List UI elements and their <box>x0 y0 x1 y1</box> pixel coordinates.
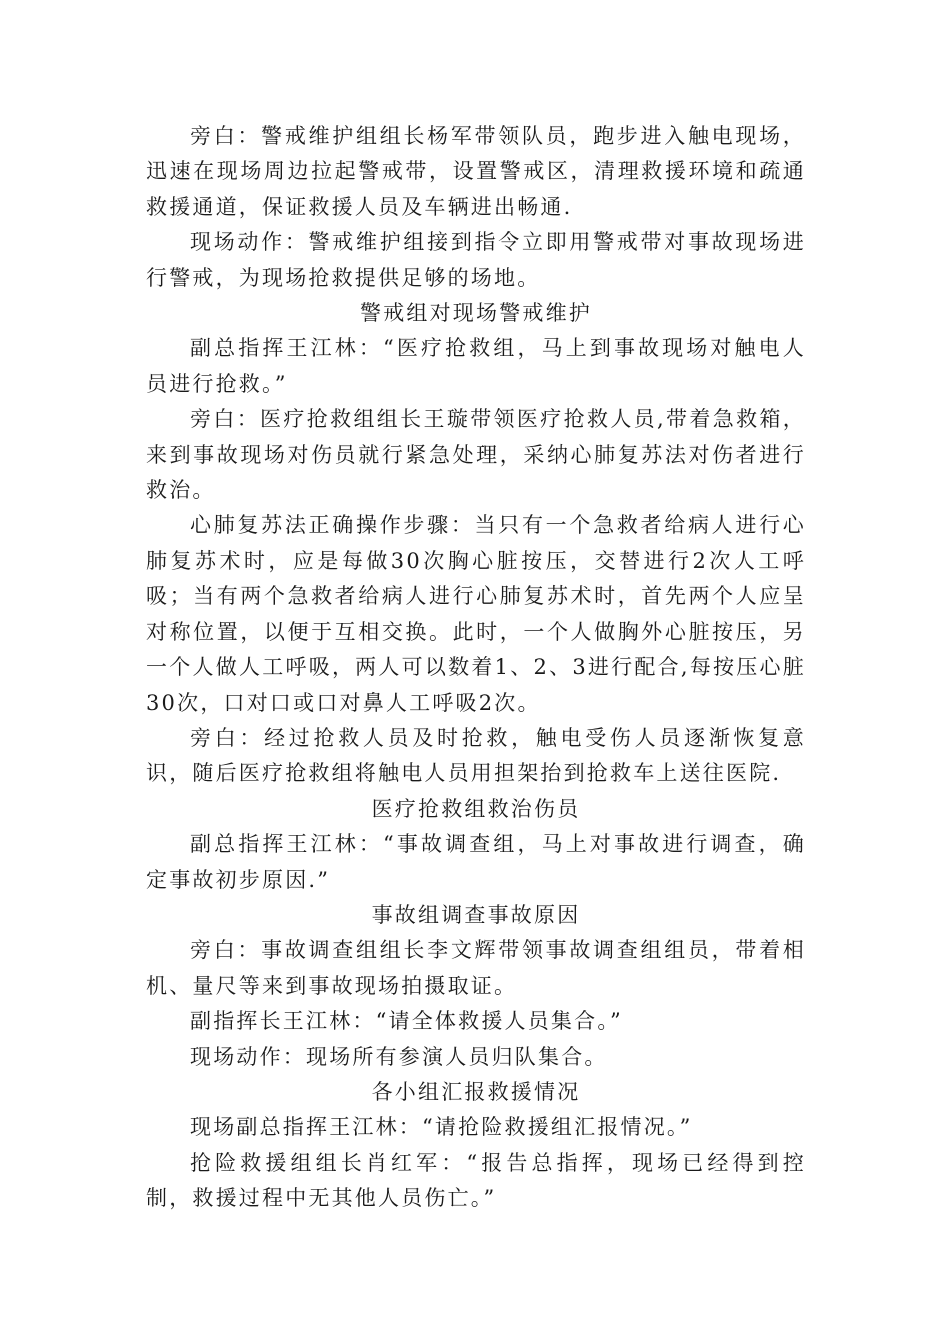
paragraph-cpr-steps: 心肺复苏法正确操作步骤：当只有一个急救者给病人进行心肺复苏术时，应是每做30次胸心脏按压，交替进行2次人工呼吸；当有两个急救者给病人进行心肺复苏术时，首先两个人应呈对称位置，以便于互相交换。此时，一个人做胸外心脏按压，另一个人做人工呼吸，两人可以数着1、2、3进行配合,每按压心脏30次，口对口或口对鼻人工呼吸2次。 <box>146 513 806 715</box>
paragraph-narration-medical: 旁白：医疗抢救组组长王璇带领医疗抢救人员,带着急救箱，来到事故现场对伤员就行紧急处理，采纳心肺复苏法对伤者进行救治。 <box>146 407 806 503</box>
paragraph-action-assembly: 现场动作：现场所有参演人员归队集合。 <box>190 1044 608 1069</box>
paragraph-narration-investigation: 旁白：事故调查组组长李文辉带领事故调查组组员，带着相机、量尺等来到事故现场拍摄取证。 <box>146 938 806 998</box>
paragraph-narration-security: 旁白：警戒维护组组长杨军带领队员，跑步进入触电现场，迅速在现场周边拉起警戒带，设置警戒区，清理救援环境和疏通救援通道，保证救援人员及车辆进出畅通. <box>146 124 806 219</box>
paragraph-rescue-report: 抢险救援组组长肖红军：“报告总指挥，现场已经得到控制，救援过程中无其他人员伤亡。” <box>146 1150 806 1211</box>
caption-security-team: 警戒组对现场警戒维护 <box>360 301 592 326</box>
paragraph-action-security: 现场动作：警戒维护组接到指令立即用警戒带对事故现场进行警戒，为现场抢救提供足够的场地。 <box>146 230 806 290</box>
paragraph-command-assembly: 副指挥长王江林：“请全体救援人员集合。” <box>190 1009 623 1034</box>
paragraph-command-investigation: 副总指挥王江林：“事故调查组，马上对事故进行调查，确定事故初步原因.” <box>146 832 806 892</box>
paragraph-narration-recovery: 旁白：经过抢救人员及时抢救，触电受伤人员逐渐恢复意识，随后医疗抢救组将触电人员用担架抬到抢救车上送往医院. <box>146 725 806 786</box>
paragraph-command-medical: 副总指挥王江林：“医疗抢救组，马上到事故现场对触电人员进行抢救。” <box>146 336 806 396</box>
caption-medical-team: 医疗抢救组救治伤员 <box>371 796 581 821</box>
paragraph-command-report: 现场副总指挥王江林：“请抢险救援组汇报情况。” <box>190 1115 693 1140</box>
caption-investigation-team: 事故组调查事故原因 <box>371 902 581 927</box>
caption-team-reports: 各小组汇报救援情况 <box>371 1079 581 1104</box>
document-body <box>146 119 806 1217</box>
